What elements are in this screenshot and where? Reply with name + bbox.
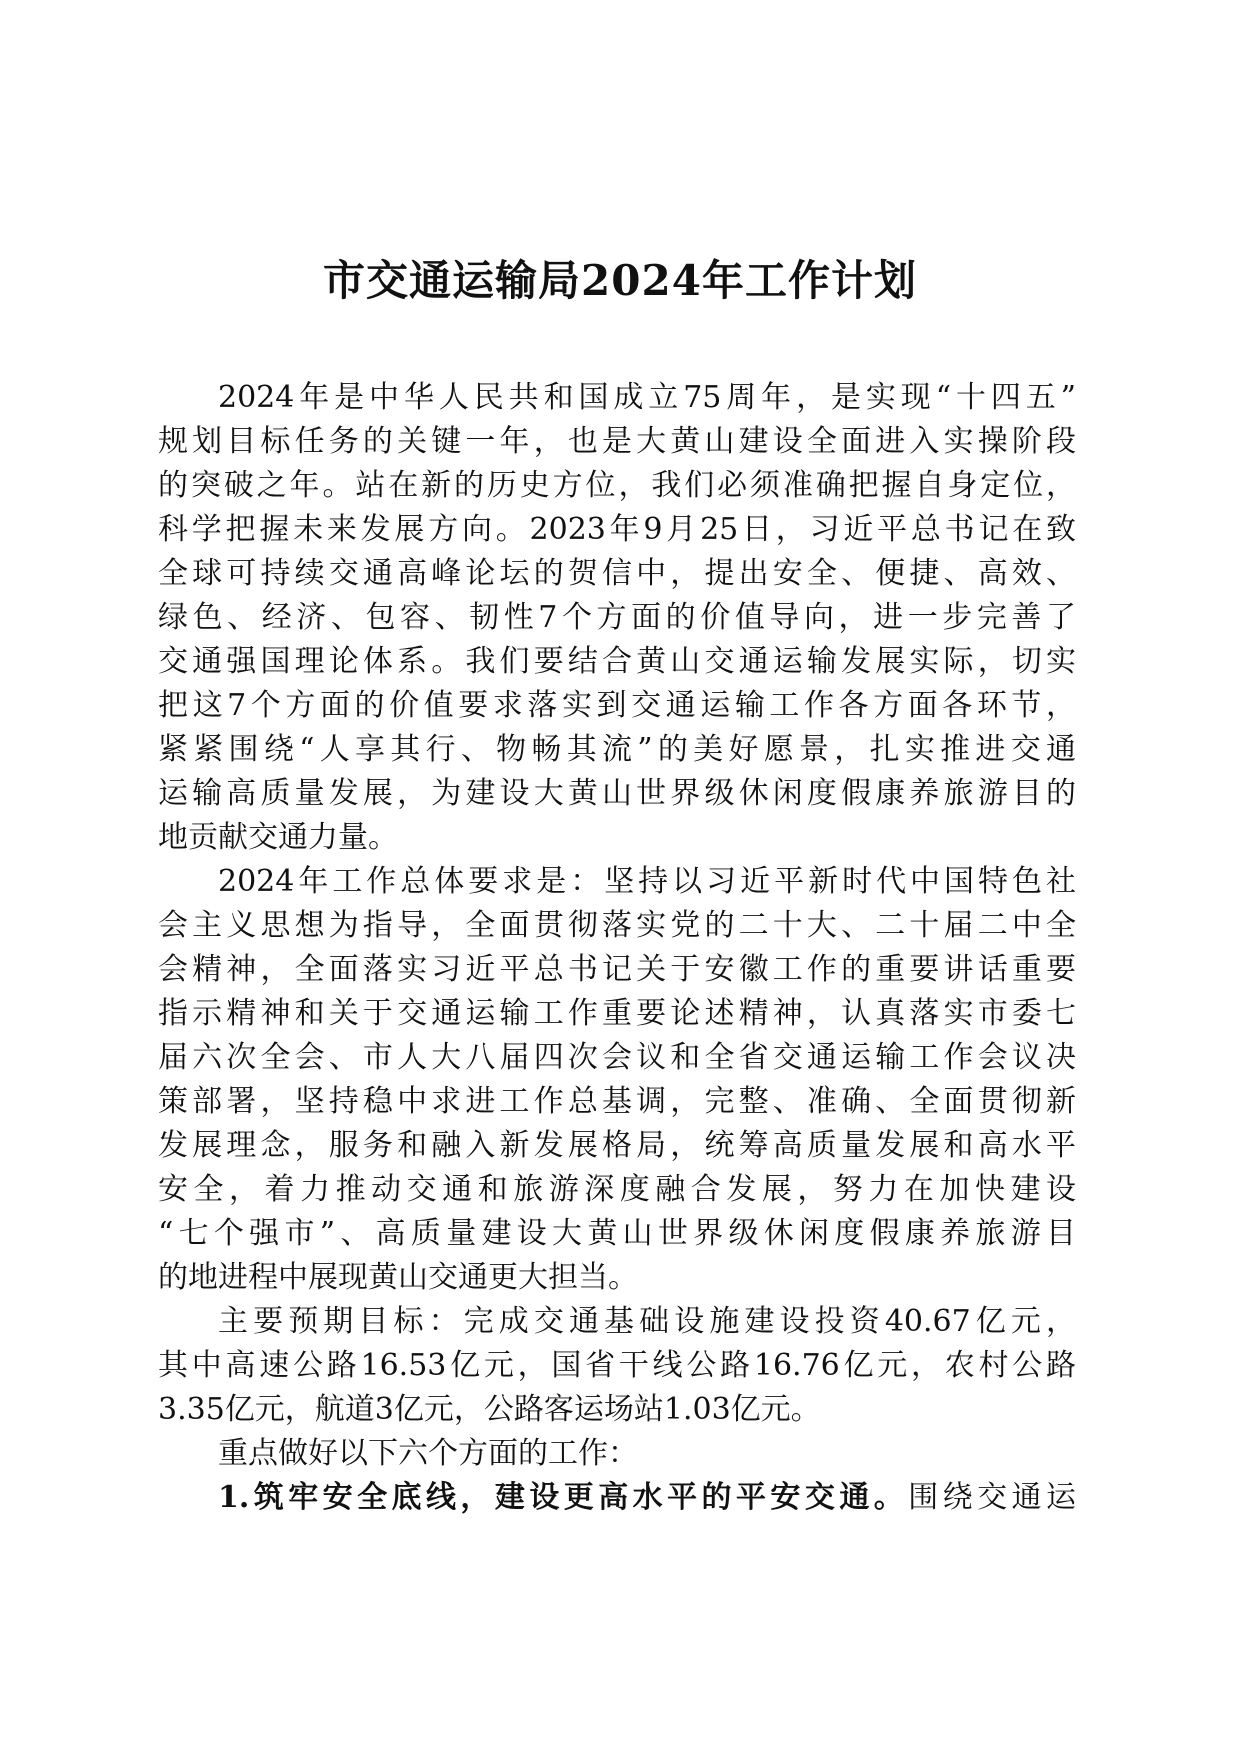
text-line: 3.35亿元，航道3亿元，公路客运场站1.03亿元。 bbox=[158, 1392, 821, 1427]
text-line: “七个强市”、高质量建设大黄山世界级休闲度假康养旅游目 bbox=[158, 1216, 1076, 1251]
text-line: 安全，着力推动交通和旅游深度融合发展，努力在加快建设 bbox=[158, 1172, 1076, 1207]
section-text: 围绕交通运 bbox=[908, 1480, 1076, 1515]
text-line: 策部署，坚持稳中求进工作总基调，完整、准确、全面贯彻新 bbox=[158, 1084, 1076, 1119]
text-line: 2024年是中华人民共和国成立75周年，是实现“十四五” bbox=[218, 380, 1076, 415]
text-line: 主要预期目标：完成交通基础设施建设投资40.67亿元， bbox=[218, 1304, 1076, 1339]
text-line: 的突破之年。站在新的历史方位，我们必须准确把握自身定位， bbox=[158, 468, 1076, 503]
paragraph-expected-targets bbox=[158, 1300, 1076, 1432]
text-line: 2024年工作总体要求是：坚持以习近平新时代中国特色社 bbox=[218, 864, 1076, 899]
section-heading-line bbox=[158, 1476, 1076, 1520]
document-title: 市交通运输局2024年工作计划 bbox=[323, 256, 917, 305]
text-line: 科学把握未来发展方向。2023年9月25日，习近平总书记在致 bbox=[158, 512, 1076, 547]
text-line: 会主义思想为指导，全面贯彻落实党的二十大、二十届二中全 bbox=[158, 908, 1076, 943]
text-line: 规划目标任务的关键一年，也是大黄山建设全面进入实操阶段 bbox=[158, 424, 1076, 459]
paragraph-section-1 bbox=[158, 1476, 1076, 1520]
text-line: 全球可持续交通高峰论坛的贺信中，提出安全、便捷、高效、 bbox=[158, 556, 1076, 591]
text-line: 指示精神和关于交通运输工作重要论述精神，认真落实市委七 bbox=[158, 996, 1076, 1031]
text-line: 其中高速公路16.53亿元，国省干线公路16.76亿元，农村公路 bbox=[158, 1348, 1076, 1383]
paragraph-overall-requirements bbox=[158, 860, 1076, 1300]
text-line: 交通强国理论体系。我们要结合黄山交通运输发展实际，切实 bbox=[158, 644, 1076, 679]
text-line: 会精神，全面落实习近平总书记关于安徽工作的重要讲话重要 bbox=[158, 952, 1076, 987]
text-line: 紧紧围绕“人享其行、物畅其流”的美好愿景，扎实推进交通 bbox=[158, 732, 1076, 767]
document-body bbox=[158, 376, 1076, 1520]
section-heading: 1.筑牢安全底线，建设更高水平的平安交通。 bbox=[218, 1480, 909, 1515]
text-line: 绿色、经济、包容、韧性7个方面的价值导向，进一步完善了 bbox=[158, 600, 1076, 635]
text-line: 地贡献交通力量。 bbox=[158, 820, 398, 855]
text-line: 重点做好以下六个方面的工作： bbox=[218, 1436, 638, 1471]
text-line: 的地进程中展现黄山交通更大担当。 bbox=[158, 1260, 638, 1295]
text-line: 运输高质量发展，为建设大黄山世界级休闲度假康养旅游目的 bbox=[158, 776, 1076, 811]
text-line: 发展理念，服务和融入新发展格局，统筹高质量发展和高水平 bbox=[158, 1128, 1076, 1163]
text-line: 把这7个方面的价值要求落实到交通运输工作各方面各环节， bbox=[158, 688, 1076, 723]
text-line: 届六次全会、市人大八届四次会议和全省交通运输工作会议决 bbox=[158, 1040, 1076, 1075]
paragraph-intro bbox=[158, 376, 1076, 860]
paragraph-key-work-intro bbox=[158, 1432, 1076, 1476]
